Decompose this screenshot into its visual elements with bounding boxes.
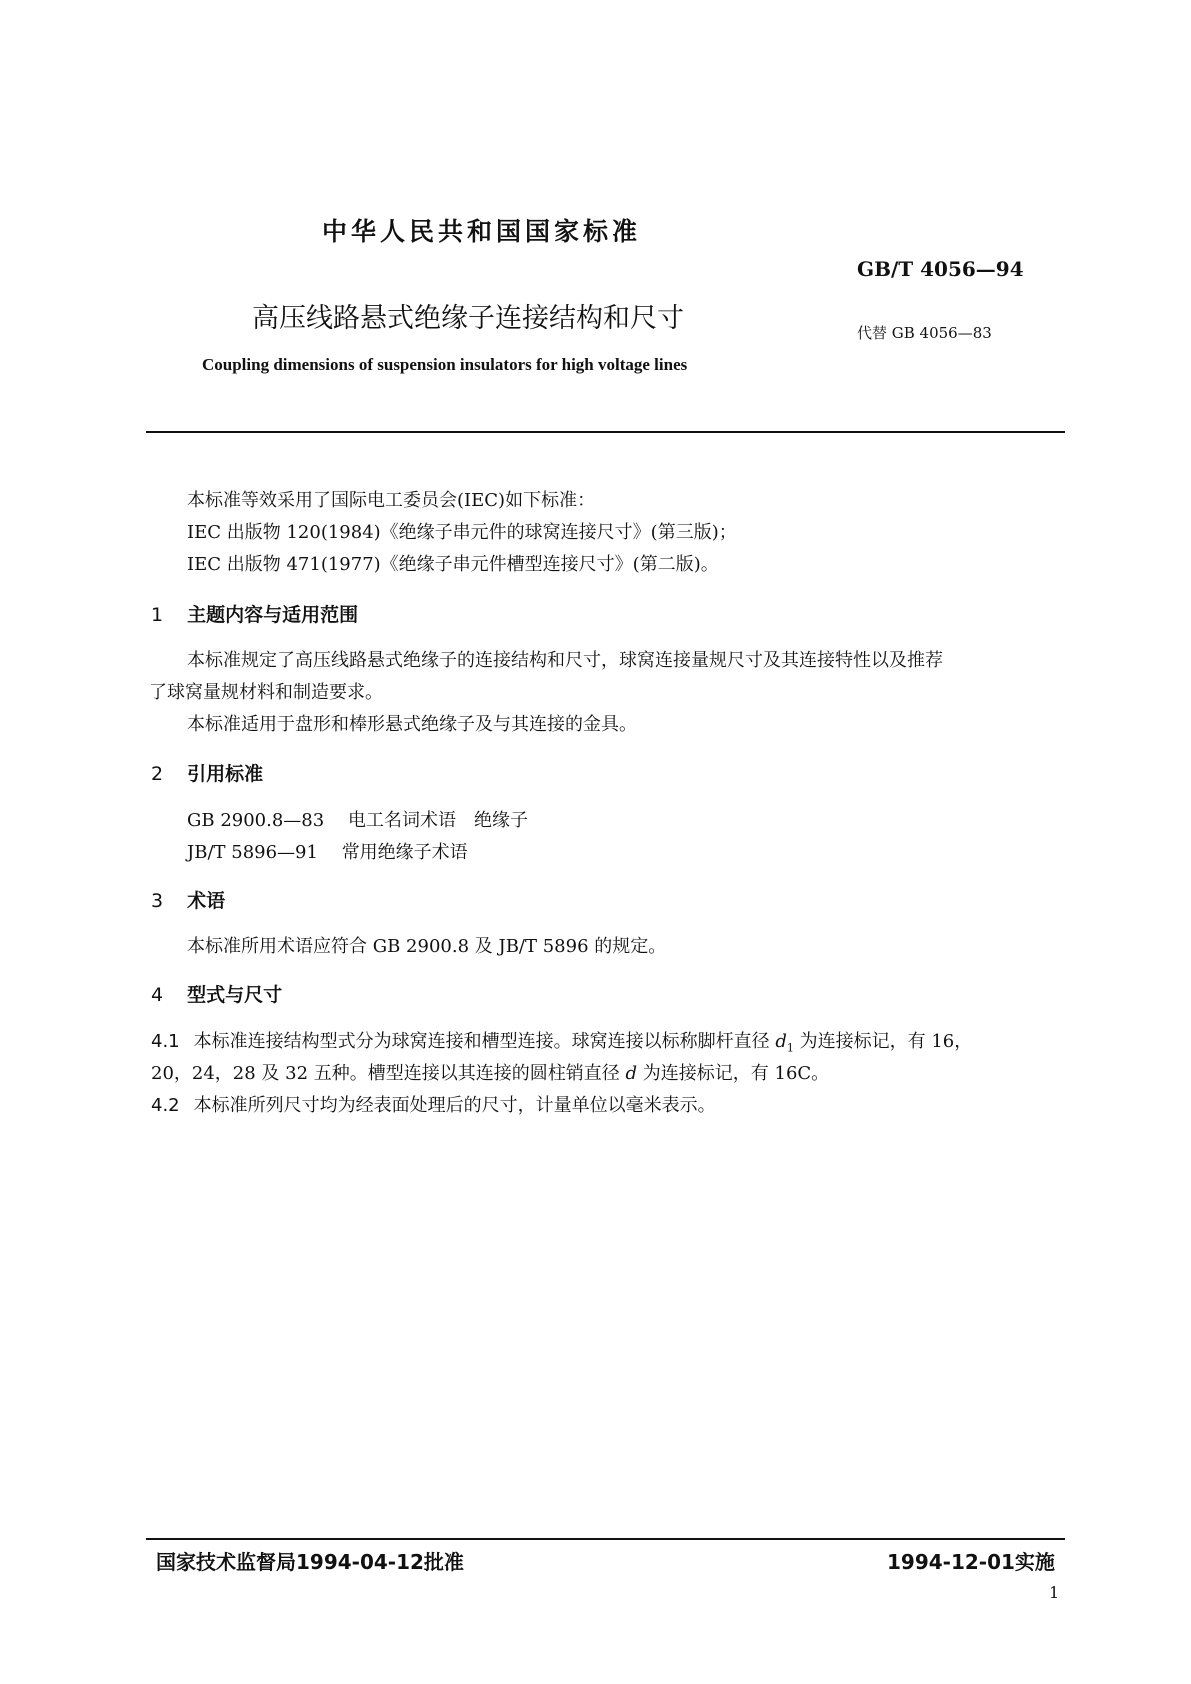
variable-d: d	[625, 1063, 638, 1084]
reference-1	[187, 806, 528, 832]
clause-4-1-text-c: 20，24，28 及 32 五种。槽型连接以其连接的圆柱销直径	[151, 1063, 626, 1084]
clause-4-1-line-2	[151, 1059, 829, 1085]
intro-line-1: 本标准等效采用了国际电工委员会(IEC)如下标准：	[187, 490, 596, 511]
clause-4-1-text-a: 本标准连接结构型式分为球窝连接和槽型连接。球窝连接以标称脚杆直径	[193, 1031, 776, 1052]
section-3-heading	[151, 886, 225, 913]
header-divider	[146, 431, 1065, 433]
variable-d1: d	[775, 1031, 787, 1052]
national-standard-heading: 中华人民共和国国家标准	[322, 217, 642, 246]
reference-2-code: JB/T 5896—91	[187, 842, 318, 863]
intro-line-2: IEC 出版物 120(1984)《绝缘子串元件的球窝连接尺寸》(第三版)；	[187, 522, 737, 543]
clause-4-2-number: 4.2	[151, 1095, 180, 1116]
section-4-heading	[151, 980, 282, 1007]
approval-date: 国家技术监督局1994-04-12批准	[156, 1550, 464, 1574]
section-1-para-1-line-2: 了球窝量规材料和制造要求。	[149, 682, 383, 703]
clause-4-1-line-1	[151, 1027, 972, 1055]
intro-line-3: IEC 出版物 471(1977)《绝缘子串元件槽型连接尺寸》(第二版)。	[187, 554, 719, 575]
effective-date: 1994-12-01实施	[887, 1550, 1055, 1574]
section-3-para: 本标准所用术语应符合 GB 2900.8 及 JB/T 5896 的规定。	[187, 936, 667, 957]
replaces-standard: 代替 GB 4056—83	[857, 324, 992, 342]
section-2-number: 2	[151, 763, 164, 785]
section-1-para-2: 本标准适用于盘形和棒形悬式绝缘子及与其连接的金具。	[187, 714, 637, 735]
reference-1-code: GB 2900.8—83	[187, 810, 325, 831]
reference-1-title: 电工名词术语 绝缘子	[347, 810, 528, 831]
section-2-heading	[151, 759, 263, 786]
section-3-number: 3	[151, 890, 164, 912]
clause-4-1-text-d: 为连接标记，有 16C。	[637, 1063, 830, 1084]
clause-4-2-text: 本标准所列尺寸均为经表面处理后的尺寸，计量单位以毫米表示。	[193, 1095, 716, 1116]
clause-4-2	[151, 1091, 716, 1117]
section-2-title: 引用标准	[187, 763, 264, 785]
section-1-number: 1	[151, 604, 164, 626]
reference-2	[187, 838, 468, 864]
page-number: 1	[1049, 1583, 1060, 1602]
document-title-en: Coupling dimensions of suspension insulators for high voltage lines	[202, 355, 688, 374]
variable-d1-subscript: 1	[786, 1041, 794, 1055]
footer-divider	[146, 1538, 1065, 1540]
section-1-title: 主题内容与适用范围	[187, 604, 359, 626]
section-1-heading	[151, 600, 358, 627]
section-3-title: 术语	[187, 890, 226, 912]
clause-4-1-number: 4.1	[151, 1031, 180, 1052]
standard-number: GB/T 4056—94	[857, 257, 1024, 281]
section-4-title: 型式与尺寸	[187, 984, 283, 1006]
section-4-number: 4	[151, 984, 164, 1006]
document-title-cn: 高压线路悬式绝缘子连接结构和尺寸	[252, 303, 684, 334]
reference-2-title: 常用绝缘子术语	[341, 842, 468, 863]
section-1-para-1-line-1: 本标准规定了高压线路悬式绝缘子的连接结构和尺寸，球窝连接量规尺寸及其连接特性以及推荐	[187, 650, 943, 671]
clause-4-1-text-b: 为连接标记，有 16，	[793, 1031, 973, 1052]
